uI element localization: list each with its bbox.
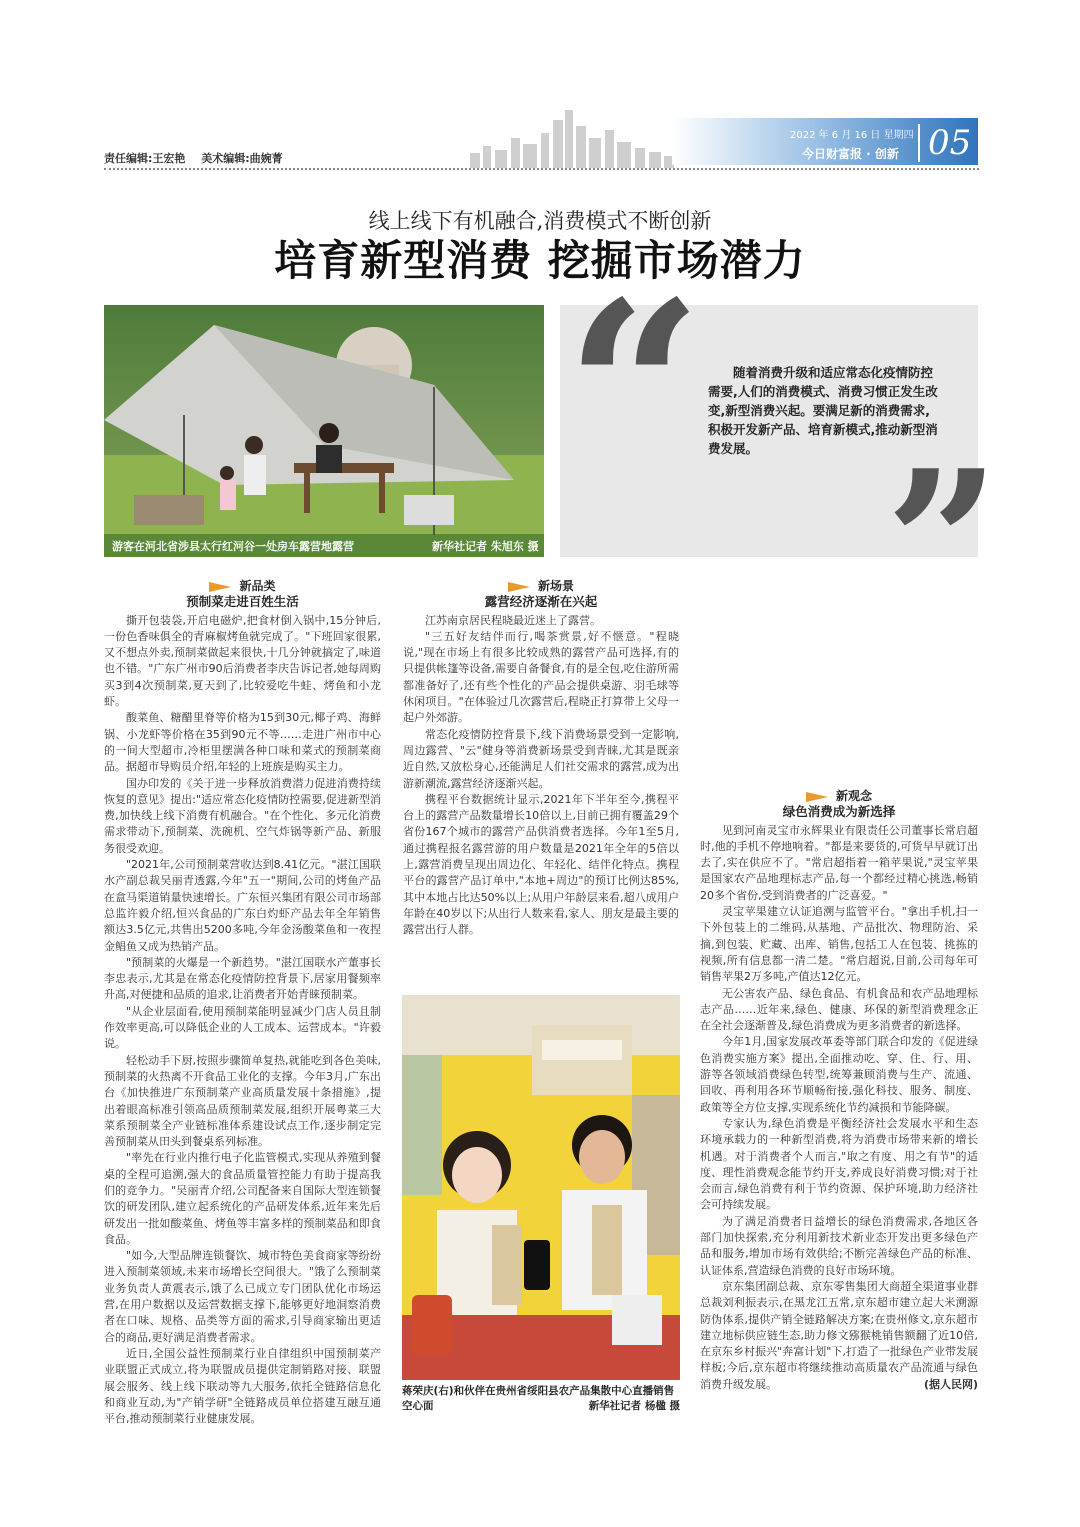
editor-credits [104,150,295,166]
photo-credit: 新华社记者 杨楹 摄 [588,1400,680,1412]
paragraph: 京东集团副总裁、京东零售集团大商超全渠道事业群总裁刘利振表示,在黑龙江五常,京东超市建立起大米溯源防伪体系,提供产销全链路解决方案;在贵州修文,京东超市建立地标供应链生态,助力修文猕猴桃销售额翻了近10倍,在京东乡村振兴"奔富计划"下,打造了一批绿色产业带发展样板;今后,京东超市将继续推动高质量农产品流通与绿色消费升级发展。 (据人民网) [700,1279,978,1393]
issue-date: 2022 年 6 月 16 日 星期四 [790,130,914,141]
paragraph: 酸菜鱼、糖醋里脊等价格为15到30元,椰子鸡、海鲜锅、小龙虾等价格在35到90元不等……走进广州市中心的一间大型超市,冷柜里摆满各种口味和菜式的预制菜商品。据超市导购员介绍,年轻的上班族是购买主力。 [104,711,381,774]
flag-icon [508,582,530,592]
skyline-graphic [465,108,680,168]
paragraph: 携程平台数据统计显示,2021年下半年至今,携程平台上的露营产品数量增长10倍以上,目前已拥有覆盖29个省份167个城市的露营产品供消费者选择。今年1至5月,通过携程报名露营游的用户数量是2021年全年的5倍以上,露营消费呈现出周边化、年轻化、结伴化特点。携程平台的露营产品订单中,"本地+周边"的预订比例达85%,其中本地占比达50%以上;从用户年龄层来看,超八成用户年龄在40岁以下;从出行人数来看,家人、朋友是最主要的露营出行人群。 [403,792,679,937]
section-title: 预制菜走进百姓生活 [186,594,299,610]
photo-caption: 游客在河北省涉县太行红河谷一处房车露营地露营 [112,540,354,553]
column-2 [403,578,679,939]
photo-credit: 新华社记者 朱旭东 摄 [432,540,539,553]
paragraph: 今年1月,国家发展改革委等部门联合印发的《促进绿色消费实施方案》提出,全面推动吃、穿、住、行、用、游等各领域消费绿色转型,统筹兼顾消费与生产、流通、回收、再利用各环节顺畅衔接,强化科技、服务、制度、政策等全方位支撑,实现系统化节约减损和节能降碳。 [700,1035,978,1114]
paragraph: 轻松动手下厨,按照步骤简单复热,就能吃到各色美味,预制菜的火热离不开食品工业化的支撑。今年3月,广东出台《加快推进广东预制菜产业高质量发展十条措施》,提出着眼高标准引领高品质预制菜发展,组织开展粤菜三大菜系预制菜全产业链标准体系建设试点工作,逐步制定完善预制菜从田头到餐桌系列标准。 [104,1053,381,1149]
continued-spacer [700,578,978,788]
flag-icon [209,582,231,592]
lead-paragraph: 随着消费升级和适应常态化疫情防控需要,人们的消费模式、消费习惯正发生改变,新型消费兴起。要满足新的消费需求,积极开发新产品、培育新模式,推动新型消费发展。 [708,365,938,456]
header-divider [104,168,979,170]
paper-section-name: 今日财富报 · 创新 [802,147,899,161]
article-source: (据人民网) [923,1377,978,1391]
article-subtitle: 线上线下有机融合,消费模式不断创新 [368,209,712,233]
editor-name: 责任编辑:王宏艳 [104,152,186,165]
paragraph: 江苏南京居民程晓最近迷上了露营。 [425,613,601,627]
article-title: 培育新型消费 挖掘市场潜力 [274,236,806,285]
livestream-photo [402,995,680,1380]
section-tag: 新品类 [104,578,381,594]
paragraph: "预制菜的火爆是一个新趋势。"湛江国联水产董事长李忠表示,尤其是在常态化疫情防控背景下,居家用餐频率升高,对便捷和品质的追求,让消费者开始青睐预制菜。 [104,955,381,1002]
camping-photo [104,305,544,557]
paragraph: "率先在行业内推行电子化监管模式,实现从养殖到餐桌的全程可追溯,强大的食品质量管控能力有助于提高我们的竞争力。"吴丽青介绍,公司配备来自国际大型连锁餐饮的研发团队,建立起系统化的产品研发体系,近年来先后研发出一批如酸菜鱼、烤鱼等丰富多样的预制菜品和即食食品。 [104,1151,381,1246]
paragraph: "2021年,公司预制菜营收达到8.41亿元。"湛江国联水产副总裁吴丽青透露,今年"五一"期间,公司的烤鱼产品在盒马渠道销量快速增长。广东恒兴集团有限公司市场部总监许毅介绍,恒兴食品的广东白灼虾产品去年全年销售额达3.5亿元,共售出5200多吨,今年金汤酸菜鱼和一夜捏金鲳鱼又成为热销产品。 [104,858,381,953]
paragraph: 常态化疫情防控背景下,线下消费场景受到一定影响,周边露营、"云"健身等消费新场景受到青睐,尤其是既亲近自然,又放松身心,还能满足人们社交需求的露营,成为出游新潮流,露营经济逐渐兴起。 [403,727,679,790]
flag-icon [806,792,828,802]
page-number: 05 [928,123,972,163]
section-title: 绿色消费成为新选择 [782,804,896,820]
open-quote-mark: “ [565,249,704,531]
paragraph: 撕开包装袋,开启电磁炉,把食材倒入锅中,15分钟后,一份色香味俱全的青麻椒烤鱼就完成了。"下班回家很累,又不想点外卖,预制菜做起来很快,十几分钟就搞定了,味道也不错。"广东广州市90后消费者李庆告诉记者,她每周购买3到4次预制菜,夏天到了,比较爱吃牛蛙、烤鱼和小龙虾。 [104,613,381,709]
paragraph: 灵宝苹果建立认证追溯与监管平台。"拿出手机,扫一下外包装上的二维码,从基地、产品批次、物理防治、采摘,到包装、贮藏、出库、销售,包括工人在包装、挑拣的视频,所有信息都一清二楚。"常启超说,目前,公司每年可销售苹果2万多吨,产值达12亿元。 [700,905,978,984]
paragraph: 为了满足消费者日益增长的绿色消费需求,各地区各部门加快探索,充分利用新技术新业态开发出更多绿色产品和服务,增加市场有效供给;不断完善绿色产品的标准、认证体系,营造绿色消费的良好市场环境。 [700,1214,978,1277]
page-separator [918,124,920,162]
section-title: 露营经济逐渐在兴起 [484,594,598,610]
column-3 [700,578,978,1393]
art-editor-name: 美术编辑:曲婉菁 [201,152,283,165]
photo-caption-text: 蒋荣庆(右)和伙伴在贵州省绥阳县农产品集散中心直播销售空心面 [402,1385,675,1412]
close-quote-mark: ” [885,427,1001,662]
section-tag: 新观念 [700,788,978,804]
column-1 [104,578,381,1427]
paragraph: "从企业层面看,使用预制菜能明显减少门店人员且制作效率更高,可以降低企业的人工成本、运营成本。"许毅说。 [104,1004,381,1051]
section-tag: 新场景 [403,578,679,594]
photo-caption [402,1384,680,1414]
paragraph: 无公害农产品、绿色食品、有机食品和农产品地理标志产品……近年来,绿色、健康、环保的新型消费理念正在全社会逐渐普及,绿色消费成为更多消费者的新选择。 [700,986,978,1033]
paragraph: 近日,全国公益性预制菜行业自律组织中国预制菜产业联盟正式成立,将为联盟成员提供定制销路对接、联盟展会服务、线上线下联动等九大服务,依托全链路信息化和商业互动,为"产销学研"全链路成员单位搭建互融互通平台,推动预制菜行业健康发展。 [104,1346,381,1426]
paragraph: "三五好友结伴而行,喝茶赏景,好不惬意。"程晓说,"现在市场上有很多比较成熟的露营产品可选择,有的只提供帐篷等设备,需要自备餐食,有的是全包,吃住游所需都准备好了,还有些个性化的产品会提供桌游、羽毛球等休闲项目。"在体验过几次露营后,程晓正打算带上父母一起户外郊游。 [403,629,679,725]
paragraph: 国办印发的《关于进一步释放消费潜力促进消费持续恢复的意见》提出:"适应常态化疫情防控需要,促进新型消费,加快线上线下消费有机融合。"在个性化、多元化消费需求带动下,预制菜、洗碗机、空气炸锅等新产品、新服务很受欢迎。 [104,776,381,855]
paragraph: 见到河南灵宝市永辉果业有限责任公司董事长常启超时,他的手机不停地响着。"都是来要货的,可货早早就订出去了,实在供应不了。"常启超指着一箱苹果说,"灵宝苹果是国家农产品地理标志产品,每一个都经过精心挑选,畅销20多个省份,受到消费者的广泛喜爱。" [700,823,978,902]
paragraph: 专家认为,绿色消费是平衡经济社会发展水平和生态环境承载力的一种新型消费,将为消费市场带来新的增长机遇。对于消费者个人而言,"取之有度、用之有节"的适度、理性消费观念能节约开支,养成良好消费习惯;对于社会而言,绿色消费有利于节约资源、保护环境,助力经济社会可持续发展。 [700,1116,978,1212]
paragraph: "如今,大型品牌连锁餐饮、城市特色美食商家等纷纷进入预制菜领域,未来市场增长空间很大。"饿了么预制菜业务负责人黄震表示,饿了么已成立专门团队优化市场运营,在用户数据以及运营数据支撑下,能够更好地洞察消费者在口味、规格、品类等方面的需求,引导商家输出更适合的商品,更好满足消费者需求。 [104,1249,381,1344]
